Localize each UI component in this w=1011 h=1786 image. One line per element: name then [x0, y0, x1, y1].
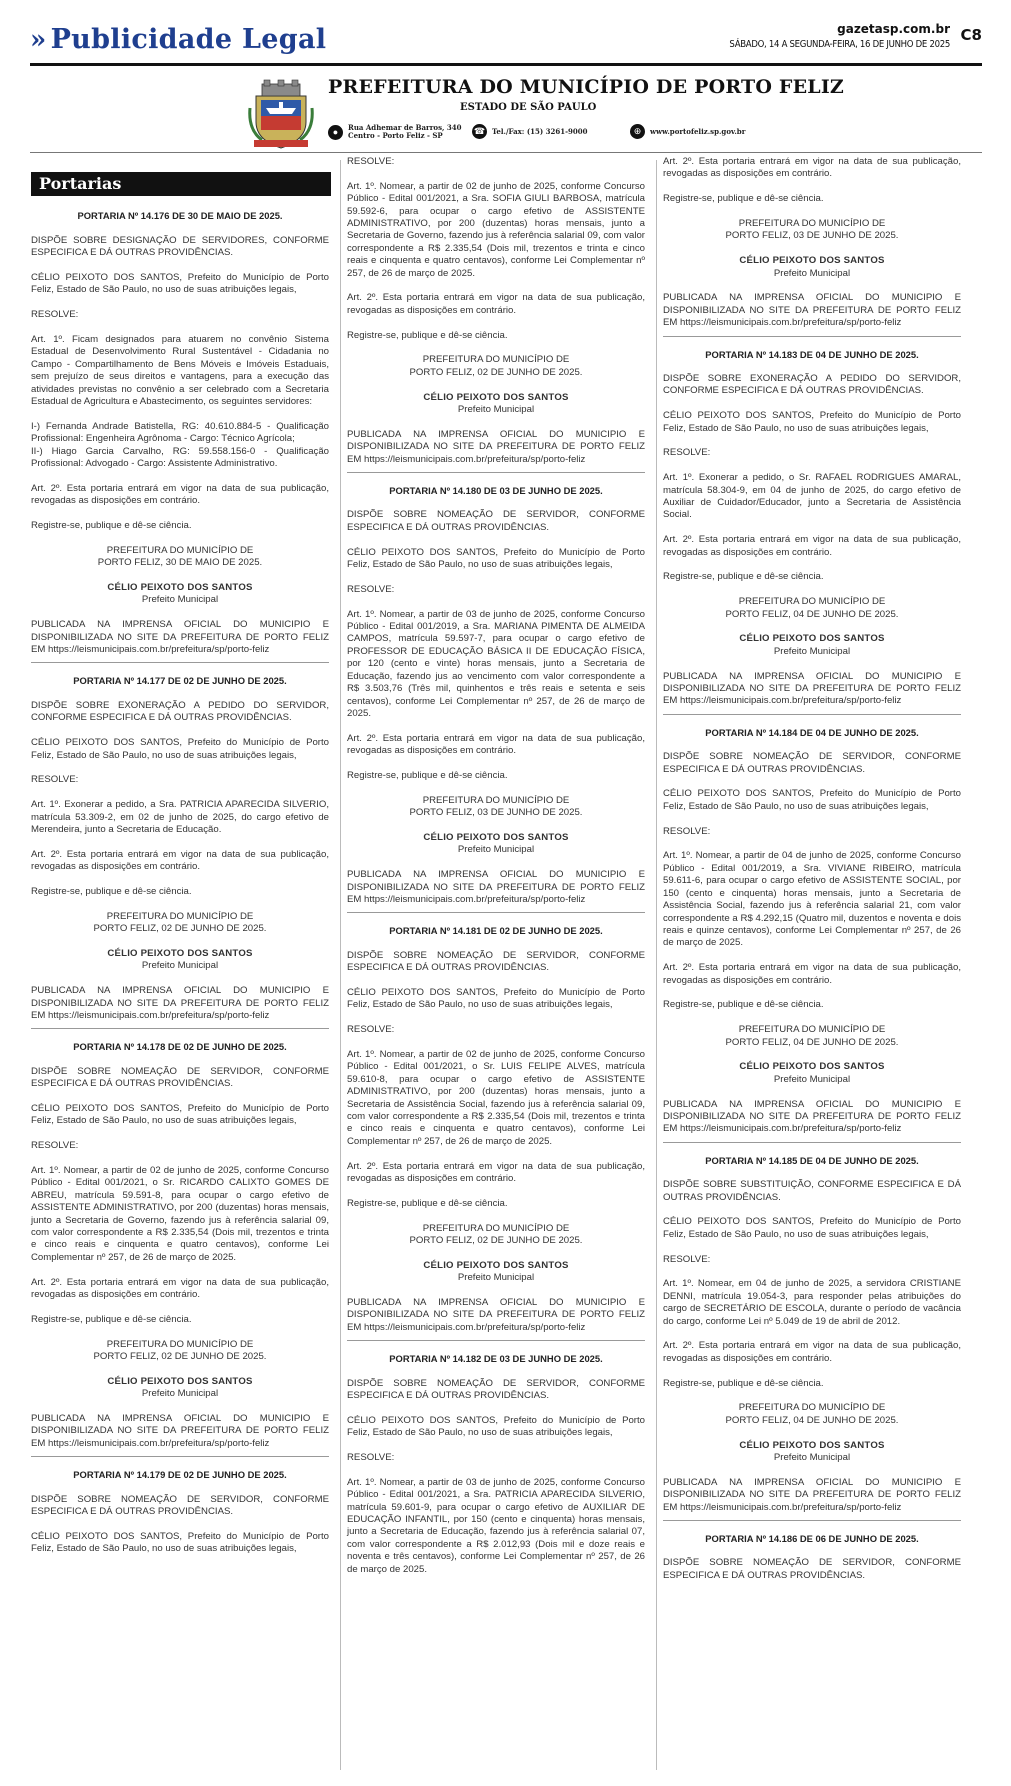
signer-name: CÉLIO PEIXOTO DOS SANTOS: [739, 255, 885, 267]
portaria-heading: PORTARIA Nº 14.181 DE 02 DE JUNHO DE 2025.: [389, 925, 603, 937]
portaria-subject: DISPÕE SOBRE NOMEAÇÃO DE SERVIDOR, CONFORME ESPECIFICA E DÁ OUTRAS PROVIDÊNCIAS.: [347, 949, 645, 974]
article-2: Art. 2º. Esta portaria entrará em vigor na data de sua publicação, revogadas as disposições em contrário.: [663, 534, 961, 558]
mayor-intro: CÉLIO PEIXOTO DOS SANTOS, Prefeito do Município de Porto Feliz, Estado de São Paulo, no uso de suas atribuições legais,: [31, 737, 329, 761]
resolve-label: RESOLVE:: [31, 774, 79, 786]
registre-line: Registre-se, publique e dê-se ciência.: [663, 1377, 824, 1389]
resolve-label: RESOLVE:: [663, 1253, 711, 1265]
signer-role: Prefeito Municipal: [141, 594, 219, 606]
portaria-subject: DISPÕE SOBRE NOMEAÇÃO DE SERVIDOR, CONFORME ESPECIFICA E DÁ OUTRAS PROVIDÊNCIAS.: [347, 1377, 645, 1402]
registre-line: Registre-se, publique e dê-se ciência.: [31, 1313, 192, 1325]
published-notice: PUBLICADA NA IMPRENSA OFICIAL DO MUNICIPIO E DISPONIBILIZADA NO SITE DA PREFEITURA DE PORTO FELIZ EM https://leismunicipais.com.br/prefeitura/sp/porto-feliz: [31, 619, 329, 656]
portaria-subject: DISPÕE SOBRE EXONERAÇÃO A PEDIDO DO SERVIDOR, CONFORME ESPECIFICA E DÁ OUTRAS PROVIDÊNCIAS.: [31, 699, 329, 724]
column-2: [347, 156, 645, 1588]
location-pin-icon: ●: [328, 125, 343, 140]
prefeitura-line: PREFEITURA DO MUNICÍPIO DE: [106, 544, 254, 556]
portaria-heading: PORTARIA Nº 14.180 DE 03 DE JUNHO DE 2025.: [389, 485, 603, 497]
masthead-rule: [30, 63, 982, 66]
date-line: PORTO FELIZ, 03 DE JUNHO DE 2025.: [409, 807, 583, 819]
signer-role: Prefeito Municipal: [141, 960, 219, 972]
published-notice: PUBLICADA NA IMPRENSA OFICIAL DO MUNICIPIO E DISPONIBILIZADA NO SITE DA PREFEITURA DE PORTO FELIZ EM https://leismunicipais.com.br/prefeitura/sp/porto-feliz: [347, 428, 645, 465]
article-1: Art. 1º. Exonerar a pedido, a Sra. PATRICIA APARECIDA SILVERIO, matrícula 53.309-2, em 02 de junho de 2025, do cargo efetivo de Merendeira, junto a Secretaria de Educação.: [31, 799, 329, 835]
published-notice: PUBLICADA NA IMPRENSA OFICIAL DO MUNICIPIO E DISPONIBILIZADA NO SITE DA PREFEITURA DE PORTO FELIZ EM https://leismunicipais.com.br/prefeitura/sp/porto-feliz: [31, 985, 329, 1021]
municipal-crest-icon: [248, 78, 314, 150]
resolve-label: RESOLVE:: [31, 1140, 79, 1152]
signer-name: CÉLIO PEIXOTO DOS SANTOS: [107, 947, 253, 959]
registre-line: Registre-se, publique e dê-se ciência.: [347, 769, 508, 781]
mayor-intro: CÉLIO PEIXOTO DOS SANTOS, Prefeito do Município de Porto Feliz, Estado de São Paulo, no uso de suas atribuições legais,: [31, 1102, 329, 1127]
address-contact: [328, 124, 462, 140]
published-notice: PUBLICADA NA IMPRENSA OFICIAL DO MUNICIPIO E DISPONIBILIZADA NO SITE DA PREFEITURA DE PORTO FELIZ EM https://leismunicipais.com.br/prefeitura/sp/porto-feliz: [663, 1098, 961, 1135]
registre-line: Registre-se, publique e dê-se ciência.: [663, 999, 824, 1011]
list-item: I-) Fernanda Andrade Batistella, RG: 40.610.884-5 - Qualificação Profissional: Engenheira Agrônoma - Cargo: Técnico Agrícola;: [31, 420, 329, 445]
article-1: Art. 1º. Nomear, a partir de 03 de junho de 2025, conforme Concurso Público - Edital 001/2021, a Sra. PATRICIA APARECIDA SILVERIO, matrícula 59.601-9, para ocupar o cargo efetivo de AUXILIAR DE EDUCAÇÃO INFANTIL, por 150 (cento e cinquenta) horas mensais, junto a Secretaria de Educação, fazendo jus à referência salarial 07, com valor correspondente a R$ 2.012,93 (Dois mil e doze reais e noventa e três centavos), conforme Lei Complementar nº 257, de 26 de março de 2025.: [347, 1476, 645, 1575]
portaria-heading: PORTARIA Nº 14.179 DE 02 DE JUNHO DE 2025.: [73, 1469, 287, 1481]
prefeitura-line: PREFEITURA DO MUNICÍPIO DE: [738, 1402, 886, 1414]
article-1: Art. 1º. Nomear, a partir de 02 de junho de 2025, conforme Concurso Público - Edital 001/2021, o Sr. LUIS FELIPE ALVES, matrícula 59.610-8, para ocupar o cargo efetivo de ASSISTENTE ADMINISTRATIVO, por 200 (duzentas) horas mensais, junto a Secretaria de Assistência Social, fazendo jus à referência salarial 09, com valor correspondente a R$ 2.335,54 (Dois mil, trezentos e trinta e cinco reais e cinquenta e quatro centavos), conforme Lei Complementar nº 257, de 26 de março de 2025.: [347, 1048, 645, 1147]
date-line: PORTO FELIZ, 04 DE JUNHO DE 2025.: [725, 1414, 899, 1426]
signer-name: CÉLIO PEIXOTO DOS SANTOS: [107, 582, 253, 594]
prefeitura-line: PREFEITURA DO MUNICÍPIO DE: [422, 794, 570, 806]
portaria-subject: DISPÕE SOBRE NOMEAÇÃO DE SERVIDOR, CONFORME ESPECIFICA E DÁ OUTRAS PROVIDÊNCIAS.: [31, 1493, 329, 1518]
website-url: www.portofeliz.sp.gov.br: [650, 126, 746, 136]
masthead-title: Publicidade Legal: [50, 24, 327, 55]
column-3: [663, 156, 961, 1595]
mayor-intro: CÉLIO PEIXOTO DOS SANTOS, Prefeito do Município de Porto Feliz, Estado de São Paulo, no uso de suas atribuições legais,: [347, 1414, 645, 1439]
divider: [347, 912, 645, 913]
double-chevron-icon: »: [30, 25, 47, 55]
resolve-label: RESOLVE:: [663, 825, 711, 837]
registre-line: Registre-se, publique e dê-se ciência.: [31, 885, 192, 897]
prefeitura-line: PREFEITURA DO MUNICÍPIO DE: [106, 1338, 254, 1350]
resolve-label: RESOLVE:: [347, 1024, 395, 1036]
phone-contact: [472, 124, 588, 139]
article-2: Art. 2º. Esta portaria entrará em vigor na data de sua publicação, revogadas as disposições em contrário.: [31, 482, 329, 507]
date-line: PORTO FELIZ, 02 DE JUNHO DE 2025.: [409, 1235, 583, 1246]
portaria-heading: PORTARIA Nº 14.186 DE 06 DE JUNHO DE 2025.: [705, 1533, 919, 1544]
portaria-subject: DISPÕE SOBRE EXONERAÇÃO A PEDIDO DO SERVIDOR, CONFORME ESPECIFICA E DÁ OUTRAS PROVIDÊNCIAS.: [663, 373, 961, 397]
mayor-intro: CÉLIO PEIXOTO DOS SANTOS, Prefeito do Município de Porto Feliz, Estado de São Paulo, no uso de suas atribuições legais,: [31, 1530, 329, 1555]
signer-name: CÉLIO PEIXOTO DOS SANTOS: [107, 1375, 253, 1387]
article-2: Art. 2º. Esta portaria entrará em vigor na data de sua publicação, revogadas as disposições em contrário.: [31, 848, 329, 873]
portaria-subject: DISPÕE SOBRE NOMEAÇÃO DE SERVIDOR, CONFORME ESPECIFICA E DÁ OUTRAS PROVIDÊNCIAS.: [663, 1557, 961, 1581]
divider: [663, 336, 961, 337]
published-notice: PUBLICADA NA IMPRENSA OFICIAL DO MUNICIPIO E DISPONIBILIZADA NO SITE DA PREFEITURA DE PORTO FELIZ EM https://leismunicipais.com.br/prefeitura/sp/porto-feliz: [663, 1476, 961, 1513]
registre-line: Registre-se, publique e dê-se ciência.: [663, 193, 824, 205]
website-contact: [630, 124, 745, 139]
signer-name: CÉLIO PEIXOTO DOS SANTOS: [739, 633, 885, 645]
phone-icon: ☎: [472, 124, 487, 139]
registre-line: Registre-se, publique e dê-se ciência.: [347, 329, 508, 341]
divider: [663, 714, 961, 715]
signer-role: Prefeito Municipal: [773, 1451, 851, 1463]
portaria-heading: PORTARIA Nº 14.177 DE 02 DE JUNHO DE 2025.: [73, 675, 287, 687]
article-2: Art. 2º. Esta portaria entrará em vigor na data de sua publicação, revogadas as disposições em contrário.: [347, 1160, 645, 1184]
article-1: Art. 1º. Nomear, a partir de 02 de junho de 2025, conforme Concurso Público - Edital 001/2021, o Sr. RICARDO CALIXTO GOMES DE ABREU, matrícula 59.591-8, para ocupar o cargo efetivo de ASSISTENTE ADMINISTRATIVO, por 200 (duzentas) horas mensais, junto a Secretaria de Governo, fazendo jus à referência salarial 09, com valor correspondente a R$ 2.335,54 (Dois mil, trezentos e trinta e cinco reais e cinquenta e quatro centavos), conforme Lei Complementar nº 257, de 26 de março de 2025.: [31, 1164, 329, 1263]
portaria-subject: DISPÕE SOBRE DESIGNAÇÃO DE SERVIDORES, CONFORME ESPECIFICA E DÁ OUTRAS PROVIDÊNCIAS.: [31, 234, 329, 259]
portaria-heading: PORTARIA Nº 14.185 DE 04 DE JUNHO DE 2025.: [705, 1154, 919, 1166]
date-line: PORTO FELIZ, 04 DE JUNHO DE 2025.: [725, 1036, 899, 1048]
prefeitura-header: [30, 68, 982, 150]
article-1: Art. 1º. Exonerar a pedido, o Sr. RAFAEL RODRIGUES AMARAL, matrícula 58.304-9, em 04 de junho de 2025, do cargo efetivo de Auxiliar de Cuidador/Educador, junto a Secretaria de Assistência Social.: [663, 472, 961, 521]
address-line-2: Centro - Porto Feliz - SP: [348, 131, 443, 140]
edition-date: SÁBADO, 14 A SEGUNDA-FEIRA, 16 DE JUNHO DE 2025: [729, 39, 950, 50]
article-2: Art. 2º. Esta portaria entrará em vigor na data de sua publicação, revogadas as disposições em contrário.: [31, 1276, 329, 1300]
divider: [347, 472, 645, 473]
signer-role: Prefeito Municipal: [773, 1073, 851, 1085]
signer-role: Prefeito Municipal: [773, 645, 851, 657]
date-line: PORTO FELIZ, 04 DE JUNHO DE 2025.: [725, 608, 899, 620]
column-1: [31, 156, 329, 1568]
globe-icon: ⊕: [630, 124, 645, 139]
registre-line: Registre-se, publique e dê-se ciência.: [347, 1197, 508, 1209]
phone-number: Tel./Fax: (15) 3261-9000: [492, 126, 588, 136]
prefeitura-line: PREFEITURA DO MUNICÍPIO DE: [738, 218, 886, 229]
mayor-intro: CÉLIO PEIXOTO DOS SANTOS, Prefeito do Município de Porto Feliz, Estado de São Paulo, no uso de suas atribuições legais,: [663, 1216, 961, 1240]
portaria-heading: PORTARIA Nº 14.182 DE 03 DE JUNHO DE 2025.: [389, 1353, 603, 1365]
portaria-subject: DISPÕE SOBRE NOMEAÇÃO DE SERVIDOR, CONFORME ESPECIFICA E DÁ OUTRAS PROVIDÊNCIAS.: [663, 751, 961, 775]
prefeitura-line: PREFEITURA DO MUNICÍPIO DE: [738, 1024, 886, 1036]
signer-name: CÉLIO PEIXOTO DOS SANTOS: [423, 391, 569, 403]
divider: [347, 1340, 645, 1341]
resolve-label: RESOLVE:: [663, 447, 711, 459]
registre-line: Registre-se, publique e dê-se ciência.: [663, 571, 824, 583]
published-notice: PUBLICADA NA IMPRENSA OFICIAL DO MUNICIPIO E DISPONIBILIZADA NO SITE DA PREFEITURA DE PORTO FELIZ EM https://leismunicipais.com.br/prefeitura/sp/porto-feliz: [31, 1412, 329, 1449]
article-1: Art. 1º. Nomear, a partir de 02 de junho de 2025, conforme Concurso Público - Edital 001/2021, a Sra. SOFIA GIULI BARBOSA, matrícula 59.592-6, para ocupar o cargo efetivo de ASSISTENTE ADMINISTRATIVO, por 200 (duzentas) horas mensais, junto a Secretaria de Governo, fazendo jus à referência salarial 09, com valor correspondente a R$ 2.335,54 (Dois mil, trezentos e trinta e cinco reais e cinquenta e quatro centavos), conforme Lei Complementar nº 257, de 26 de março de 2025.: [347, 180, 645, 279]
mayor-intro: CÉLIO PEIXOTO DOS SANTOS, Prefeito do Município de Porto Feliz, Estado de São Paulo, no uso de suas atribuições legais,: [347, 986, 645, 1011]
page-number: C8: [960, 26, 982, 44]
resolve-label: RESOLVE:: [347, 583, 395, 595]
portaria-heading: PORTARIA Nº 14.178 DE 02 DE JUNHO DE 2025.: [73, 1041, 287, 1053]
article-1: Art. 1º. Nomear, em 04 de junho de 2025, a servidora CRISTIANE DENNI, matrícula 19.054-3, para responder pelas atribuições do cargo de SECRETÁRIO DE ESCOLA, durante o período de vacância do cargo, conforme Lei nº 5.049 de 19 de abril de 2012.: [663, 1278, 961, 1327]
column-divider: [656, 160, 657, 1770]
portaria-heading: PORTARIA Nº 14.184 DE 04 DE JUNHO DE 2025.: [705, 726, 919, 738]
section-banner: Portarias: [31, 172, 331, 196]
signer-name: CÉLIO PEIXOTO DOS SANTOS: [739, 1439, 885, 1451]
signer-name: CÉLIO PEIXOTO DOS SANTOS: [423, 1259, 569, 1271]
divider: [31, 1028, 329, 1029]
article-1: Art. 1º. Nomear, a partir de 03 de junho de 2025, conforme Concurso Público - Edital 001/2019, a Sra. MARIANA PIMENTA DE ALMEIDA CAMPOS, matrícula 59.597-7, para ocupar o cargo efetivo de PROFESSOR DE EDUCAÇÃO BÁSICA II DE EDUCAÇÃO FÍSICA, por 120 (cento e vinte) horas mensais, junto a Secretaria de Educação, fazendo jus ao vencimento com valor correspondente a R$ 3.503,76 (Três mil, quinhentos e três reais e setenta e seis centavos), conforme Lei Complementar nº 257, de 26 de março de 2025.: [347, 608, 645, 719]
article-1: Art. 1º. Nomear, a partir de 04 de junho de 2025, conforme Concurso Público - Edital 001/2019, a Sra. VIVIANE RIBEIRO, matrícula 59.611-6, para ocupar o cargo efetivo de ASSISTENTE SOCIAL, por 150 (cento e cinquenta) horas mensais, junto a Secretaria de Assistência Social, fazendo jus à referência salarial 21, com valor correspondente a R$ 4.292,15 (Quatro mil, duzentos e noventa e dois reais e quinze centavos), conforme Lei Complementar nº 257, de 26 de março de 2025.: [663, 850, 961, 949]
article-2: Art. 2º. Esta portaria entrará em vigor na data de sua publicação, revogadas as disposições em contrário.: [663, 1340, 961, 1364]
published-notice: PUBLICADA NA IMPRENSA OFICIAL DO MUNICIPIO E DISPONIBILIZADA NO SITE DA PREFEITURA DE PORTO FELIZ EM https://leismunicipais.com.br/prefeitura/sp/porto-feliz: [347, 1297, 645, 1333]
list-item: II-) Hiago Garcia Carvalho, RG: 59.558.156-0 - Qualificação Profissional: Advogado - Cargo: Assistente Administrativo.: [31, 445, 329, 470]
mayor-intro: CÉLIO PEIXOTO DOS SANTOS, Prefeito do Município de Porto Feliz, Estado de São Paulo, no uso de suas atribuições legais,: [663, 410, 961, 434]
article-2: Art. 2º. Esta portaria entrará em vigor na data de sua publicação, revogadas as disposições em contrário.: [663, 962, 961, 986]
published-notice: PUBLICADA NA IMPRENSA OFICIAL DO MUNICIPIO E DISPONIBILIZADA NO SITE DA PREFEITURA DE PORTO FELIZ EM https://leismunicipais.com.br/prefeitura/sp/porto-feliz: [663, 670, 961, 707]
prefeitura-title: PREFEITURA DO MUNICÍPIO DE PORTO FELIZ: [328, 76, 844, 98]
masthead: [30, 22, 982, 62]
prefeitura-line: PREFEITURA DO MUNICÍPIO DE: [738, 596, 886, 608]
address-line-1: Rua Adhemar de Barros, 340: [348, 123, 462, 132]
divider: [663, 1520, 961, 1521]
header-rule: [30, 152, 982, 153]
article-1: Art. 1º. Ficam designados para atuarem no convênio Sistema Estadual de Desenvolvimento Rural Sustentável - Cidadania no Campo - Compartilhamento de Bens Móveis e Imóveis Estaduais, sem prejuízo de seus direitos e vantagens, para a execução das atividades previstas no convênio a ser celebrado com a Secretaria Estadual de Agricultura e Abastecimento, os seguintes servidores:: [31, 334, 329, 408]
signer-name: CÉLIO PEIXOTO DOS SANTOS: [739, 1061, 885, 1073]
resolve-label: RESOLVE:: [347, 156, 395, 167]
date-line: PORTO FELIZ, 02 DE JUNHO DE 2025.: [93, 923, 267, 935]
portaria-heading: PORTARIA Nº 14.176 DE 30 DE MAIO DE 2025.: [77, 210, 283, 222]
mayor-intro: CÉLIO PEIXOTO DOS SANTOS, Prefeito do Município de Porto Feliz, Estado de São Paulo, no uso de suas atribuições legais,: [31, 272, 329, 296]
signer-role: Prefeito Municipal: [457, 1272, 535, 1284]
prefeitura-line: PREFEITURA DO MUNICÍPIO DE: [106, 910, 254, 922]
signer-role: Prefeito Municipal: [773, 267, 851, 279]
date-line: PORTO FELIZ, 02 DE JUNHO DE 2025.: [93, 1350, 267, 1362]
date-line: PORTO FELIZ, 30 DE MAIO DE 2025.: [97, 557, 263, 569]
signer-role: Prefeito Municipal: [141, 1388, 219, 1400]
section-title: [30, 24, 326, 55]
divider: [663, 1142, 961, 1143]
date-line: PORTO FELIZ, 02 DE JUNHO DE 2025.: [409, 366, 583, 378]
date-line: PORTO FELIZ, 03 DE JUNHO DE 2025.: [725, 230, 899, 242]
prefeitura-line: PREFEITURA DO MUNICÍPIO DE: [422, 354, 570, 366]
mayor-intro: CÉLIO PEIXOTO DOS SANTOS, Prefeito do Município de Porto Feliz, Estado de São Paulo, no uso de suas atribuições legais,: [347, 546, 645, 571]
published-notice: PUBLICADA NA IMPRENSA OFICIAL DO MUNICIPIO E DISPONIBILIZADA NO SITE DA PREFEITURA DE PORTO FELIZ EM https://leismunicipais.com.br/prefeitura/sp/porto-feliz: [663, 292, 961, 329]
column-divider: [340, 160, 341, 1770]
site-name: gazetasp.com.br: [837, 22, 950, 36]
divider: [31, 662, 329, 663]
portaria-subject: DISPÕE SOBRE SUBSTITUIÇÃO, CONFORME ESPECIFICA E DÁ OUTRAS PROVIDÊNCIAS.: [663, 1179, 961, 1203]
portaria-subject: DISPÕE SOBRE NOMEAÇÃO DE SERVIDOR, CONFORME ESPECIFICA E DÁ OUTRAS PROVIDÊNCIAS.: [347, 509, 645, 533]
prefeitura-state: ESTADO DE SÃO PAULO: [460, 102, 597, 113]
portaria-heading: PORTARIA Nº 14.183 DE 04 DE JUNHO DE 2025.: [705, 348, 919, 360]
prefeitura-line: PREFEITURA DO MUNICÍPIO DE: [422, 1222, 570, 1234]
signer-role: Prefeito Municipal: [457, 404, 535, 416]
signer-name: CÉLIO PEIXOTO DOS SANTOS: [423, 831, 569, 843]
published-notice: PUBLICADA NA IMPRENSA OFICIAL DO MUNICIPIO E DISPONIBILIZADA NO SITE DA PREFEITURA DE PORTO FELIZ EM https://leismunicipais.com.br/prefeitura/sp/porto-feliz: [347, 869, 645, 905]
resolve-label: RESOLVE:: [31, 309, 79, 321]
article-2: Art. 2º. Esta portaria entrará em vigor na data de sua publicação, revogadas as disposições em contrário.: [663, 156, 961, 180]
resolve-label: RESOLVE:: [347, 1452, 395, 1464]
article-2: Art. 2º. Esta portaria entrará em vigor na data de sua publicação, revogadas as disposições em contrário.: [347, 292, 645, 316]
registre-line: Registre-se, publique e dê-se ciência.: [31, 520, 192, 532]
signer-role: Prefeito Municipal: [457, 844, 535, 856]
portaria-subject: DISPÕE SOBRE NOMEAÇÃO DE SERVIDOR, CONFORME ESPECIFICA E DÁ OUTRAS PROVIDÊNCIAS.: [31, 1065, 329, 1090]
article-2: Art. 2º. Esta portaria entrará em vigor na data de sua publicação, revogadas as disposições em contrário.: [347, 732, 645, 757]
divider: [31, 1456, 329, 1457]
mayor-intro: CÉLIO PEIXOTO DOS SANTOS, Prefeito do Município de Porto Feliz, Estado de São Paulo, no uso de suas atribuições legais,: [663, 788, 961, 812]
